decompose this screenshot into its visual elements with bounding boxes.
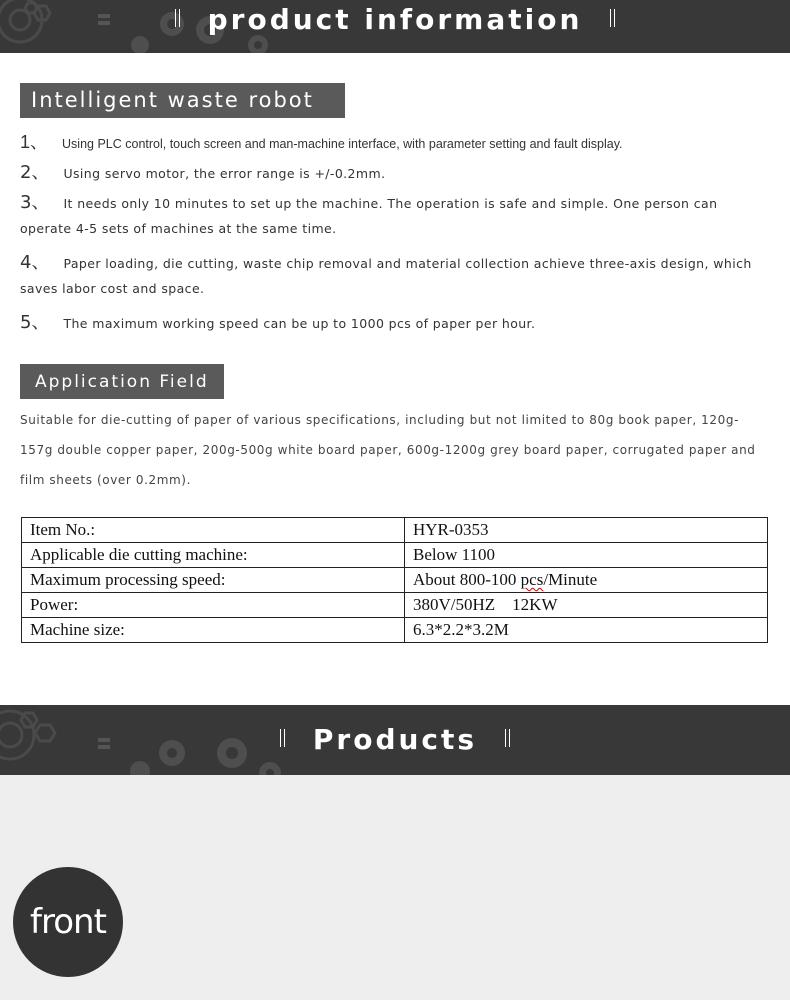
feature-number: 2、: [20, 162, 50, 183]
feature-text: Using servo motor, the error range is +/-0.2mm.: [63, 166, 386, 181]
feature-number: 3、: [20, 192, 50, 213]
section-label-robot: Intelligent waste robot: [20, 83, 345, 118]
feature-item: [20, 190, 772, 241]
table-row: [22, 518, 768, 543]
spec-value: 6.3*2.2*3.2M: [405, 618, 768, 643]
feature-text: Using PLC control, touch screen and man-machine interface, with parameter setting and fault display.: [62, 137, 623, 151]
top-banner: [0, 0, 790, 53]
products-title: Products: [312, 723, 478, 756]
table-row: [22, 543, 768, 568]
banner-title: [0, 722, 790, 758]
spec-key: Applicable die cutting machine:: [22, 543, 405, 568]
application-text: Suitable for die-cutting of paper of various specifications, including but not limited to 80g book paper, 120g-157g double copper paper, 200g-500g white board paper, 600g-1200g grey board paper, corrugated paper and film sheets (over 0.2mm).: [20, 413, 756, 487]
feature-item: [20, 130, 772, 157]
banner-title: [0, 2, 790, 38]
feature-text: It needs only 10 minutes to set up the machine. The operation is safe and simple. One person can operate 4-5 sets of machines at the same time.: [20, 196, 718, 236]
spec-value: 380V/50HZ 12KW: [405, 593, 768, 618]
feature-number: 5、: [20, 312, 50, 333]
table-row: [22, 593, 768, 618]
spec-value-part: pcs: [520, 570, 544, 589]
feature-text: The maximum working speed can be up to 1000 pcs of paper per hour.: [63, 316, 536, 331]
spec-value: [405, 568, 768, 593]
section-label-application: Application Field: [20, 364, 224, 399]
table-row: [22, 618, 768, 643]
feature-number: 1、: [20, 132, 49, 152]
feature-item: [20, 310, 772, 336]
spec-key: Maximum processing speed:: [22, 568, 405, 593]
spec-table: [21, 517, 768, 643]
spec-key: Item No.:: [22, 518, 405, 543]
spec-value-part: About 800-100: [413, 570, 521, 589]
products-banner: [0, 705, 790, 775]
divider-right: [610, 9, 615, 27]
spec-value-part: /Minute: [543, 570, 598, 589]
page-title: product information: [207, 3, 583, 36]
products-area: [0, 775, 790, 1000]
feature-text: Paper loading, die cutting, waste chip removal and material collection achieve three-axis design, which saves labor cost and space.: [20, 256, 752, 296]
divider-right: [505, 729, 510, 747]
divider-left: [175, 9, 180, 27]
spec-value: HYR-0353: [405, 518, 768, 543]
table-row: [22, 568, 768, 593]
divider-left: [280, 729, 285, 747]
spec-key: Power:: [22, 593, 405, 618]
feature-item: [20, 160, 772, 186]
spec-value: Below 1100: [405, 543, 768, 568]
feature-item: [20, 250, 772, 301]
feature-number: 4、: [20, 252, 50, 273]
spec-key: Machine size:: [22, 618, 405, 643]
front-badge: front: [13, 867, 123, 977]
